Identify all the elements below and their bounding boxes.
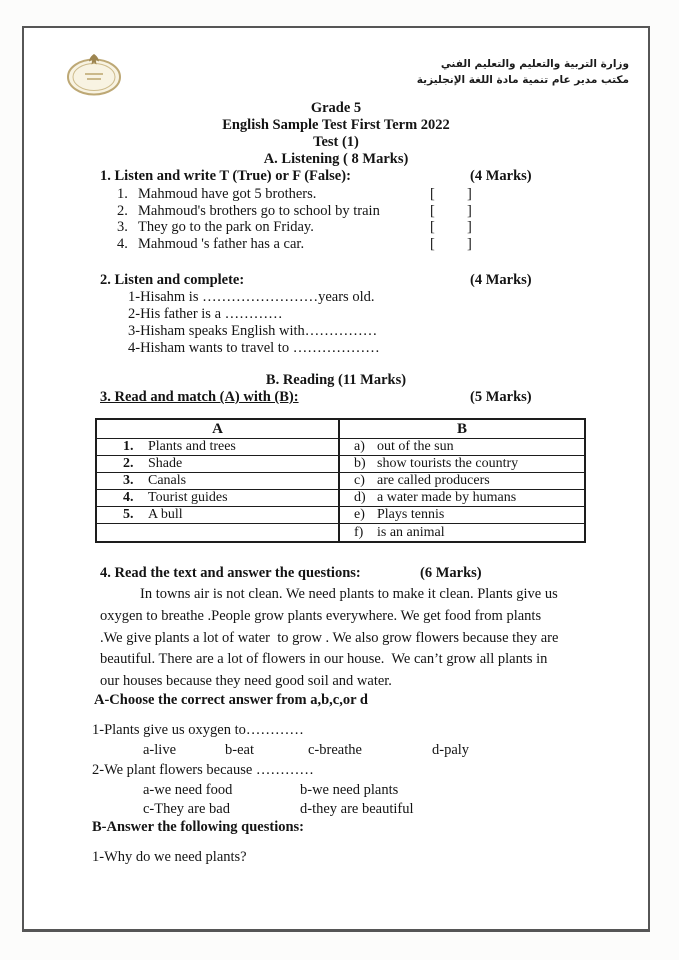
match-table	[95, 418, 586, 543]
tf-bracket-open-1: [	[430, 186, 435, 202]
test-number: Test (1)	[313, 134, 359, 150]
q2-item-2: 2-His father is a …………	[128, 306, 283, 322]
row-a-text: Tourist guides	[148, 490, 228, 505]
row-b-num: b)	[354, 456, 366, 471]
passage-line: beautiful. There are a lot of flowers in our house. We can’t grow all plants in	[100, 651, 548, 667]
tf-bracket-close-2: ]	[467, 203, 472, 219]
row-b-text: Plays tennis	[377, 507, 445, 522]
q2-item-1: 1-Hisahm is ……………………years old.	[128, 289, 375, 305]
tf-bracket-close-3: ]	[467, 219, 472, 235]
row-a-num: 4.	[123, 490, 134, 505]
tf-bracket-open-2: [	[430, 203, 435, 219]
q1-item-4-num: 4.	[117, 236, 128, 252]
q4-heading: 4. Read the text and answer the questions:	[100, 565, 361, 581]
mcq2-option-d: d-they are beautiful	[300, 801, 414, 817]
mcq2-option-c: c-They are bad	[143, 801, 230, 817]
q1-marks: (4 Marks)	[470, 168, 532, 184]
part-a-heading: A-Choose the correct answer from a,b,c,or d	[94, 692, 368, 708]
q4-marks: (6 Marks)	[420, 565, 482, 581]
col-a-header: A	[97, 420, 340, 438]
row-a-num: 5.	[123, 507, 134, 522]
row-a-num: 2.	[123, 456, 134, 471]
part-b-question-1: 1-Why do we need plants?	[92, 849, 247, 865]
q2-item-4: 4-Hisham wants to travel to ………………	[128, 340, 380, 356]
q2-heading: 2. Listen and complete:	[100, 272, 245, 288]
passage-line: In towns air is not clean. We need plants to make it clean. Plants give us	[140, 586, 558, 602]
passage-line: oxygen to breathe .People grow plants everywhere. We get food from plants	[100, 608, 542, 624]
section-b-heading: B. Reading (11 Marks)	[265, 372, 407, 388]
tf-bracket-open-4: [	[430, 236, 435, 252]
q1-heading: 1. Listen and write T (True) or F (False):	[100, 168, 351, 184]
table-row	[97, 524, 584, 541]
row-b-text: out of the sun	[377, 439, 454, 454]
part-b-heading: B-Answer the following questions:	[92, 819, 305, 835]
passage-line: .We give plants a lot of water to grow . We also grow flowers because they are	[100, 630, 559, 646]
row-b-num: d)	[354, 490, 366, 505]
tf-bracket-close-4: ]	[467, 236, 472, 252]
mcq1-option-d: d-paly	[432, 742, 470, 758]
q1-item-4-text: Mahmoud 's father has a car.	[138, 236, 305, 252]
q1-item-2-num: 2.	[117, 203, 128, 219]
row-b-text: a water made by humans	[377, 490, 517, 505]
mcq1-stem: 1-Plants give us oxygen to…………	[92, 722, 304, 738]
table-row	[97, 473, 584, 490]
mcq2-stem: 2-We plant flowers because …………	[92, 762, 314, 778]
mcq1-option-a: a-live	[143, 742, 177, 758]
row-b-text: show tourists the country	[377, 456, 519, 471]
row-a-text: A bull	[148, 507, 183, 522]
table-row	[97, 507, 584, 524]
tf-bracket-close-1: ]	[467, 186, 472, 202]
row-a-num: 1.	[123, 439, 134, 454]
row-b-num: c)	[354, 473, 365, 488]
arabic-office-line: مكتب مدير عام تنمية مادة اللغة الإنجليزية	[416, 74, 629, 86]
grade-title: Grade 5	[310, 100, 362, 116]
ministry-seal-icon	[66, 52, 122, 96]
q3-marks: (5 Marks)	[470, 389, 532, 405]
row-b-text: are called producers	[377, 473, 490, 488]
row-b-num: e)	[354, 507, 365, 522]
tf-bracket-open-3: [	[430, 219, 435, 235]
q1-item-1-num: 1.	[117, 186, 128, 202]
row-a-num: 3.	[123, 473, 134, 488]
table-row	[97, 490, 584, 507]
q2-marks: (4 Marks)	[470, 272, 532, 288]
mcq2-option-a: a-we need food	[143, 782, 233, 798]
row-b-num: f)	[354, 524, 364, 540]
row-b-num: a)	[354, 439, 365, 454]
q1-item-3-text: They go to the park on Friday.	[138, 219, 314, 235]
q1-item-3-num: 3.	[117, 219, 128, 235]
mcq1-option-c: c-breathe	[308, 742, 362, 758]
q3-heading: 3. Read and match (A) with (B):	[100, 389, 299, 405]
test-title: English Sample Test First Term 2022	[222, 117, 450, 133]
passage-line: our houses because they need good soil and water.	[100, 673, 392, 689]
table-row	[97, 439, 584, 456]
q1-item-1-text: Mahmoud have got 5 brothers.	[138, 186, 317, 202]
row-a-text: Canals	[148, 473, 187, 488]
arabic-ministry-line: وزارة التربية والتعليم والتعليم الفني	[440, 58, 629, 70]
match-table-header-row	[97, 420, 584, 439]
q2-item-3: 3-Hisham speaks English with……………	[128, 323, 378, 339]
row-a-text: Shade	[148, 456, 183, 471]
mcq2-option-b: b-we need plants	[300, 782, 399, 798]
table-row	[97, 456, 584, 473]
mcq1-option-b: b-eat	[225, 742, 254, 758]
row-a-text: Plants and trees	[148, 439, 236, 454]
section-a-heading: A. Listening ( 8 Marks)	[263, 151, 409, 167]
ministry-header-arabic	[417, 56, 629, 88]
q1-item-2-text: Mahmoud's brothers go to school by train	[138, 203, 380, 219]
col-b-header: B	[456, 420, 467, 437]
row-b-text: is an animal	[377, 524, 445, 540]
